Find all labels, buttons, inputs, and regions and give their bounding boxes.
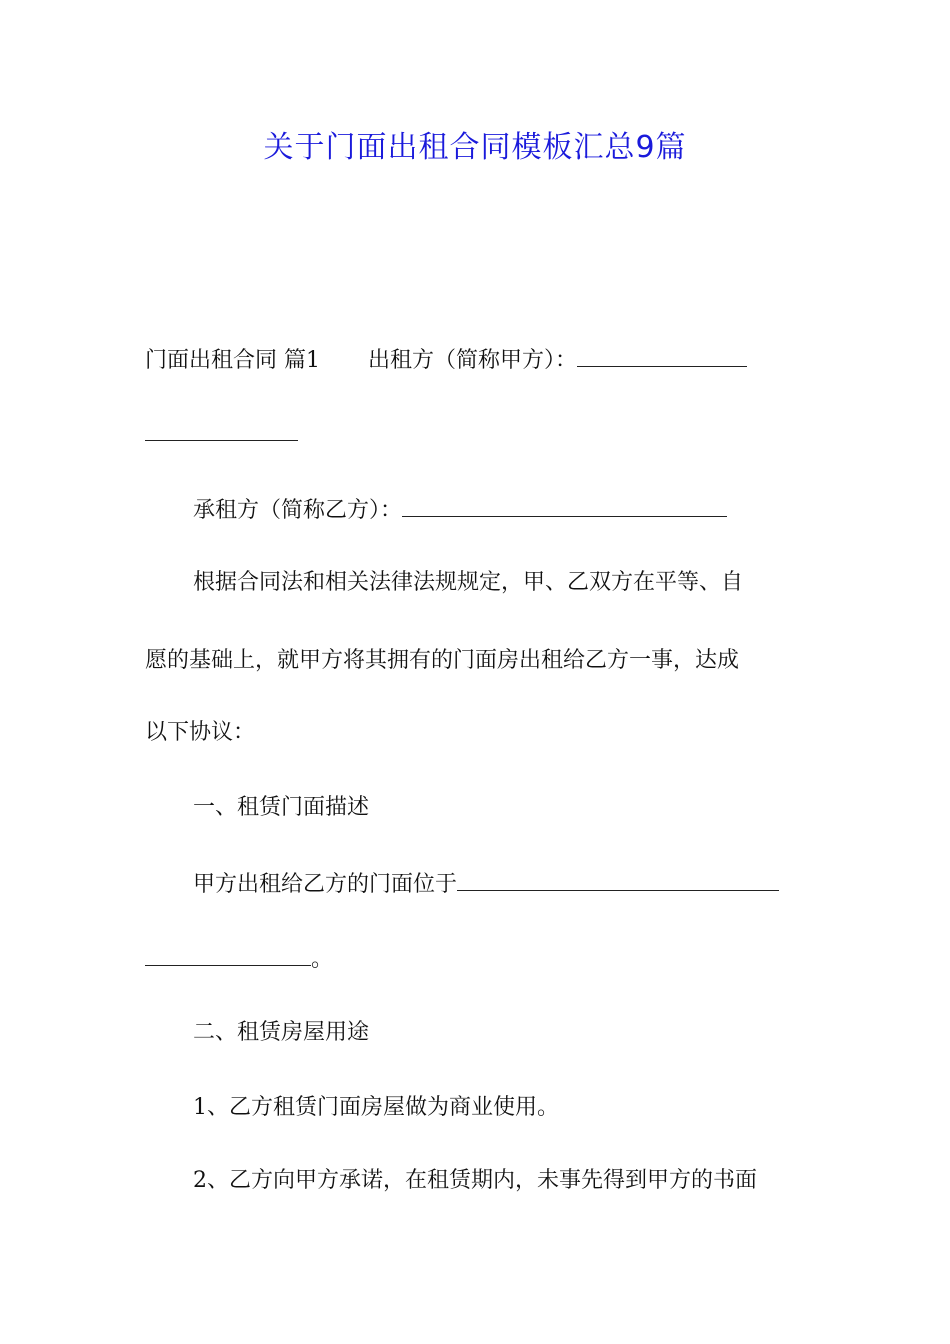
- location-blank: [457, 868, 779, 891]
- lessor-blank-cont: [145, 418, 298, 441]
- lessee-label: 承租方（简称乙方）：: [193, 498, 403, 523]
- location-blank-continuation: [145, 943, 810, 975]
- clause-line: 1、乙方租赁门面房屋做为商业使用。: [193, 1095, 559, 1120]
- location-end-mark: 。: [311, 947, 334, 972]
- location-blank-cont: [145, 943, 311, 966]
- page-title: 关于门面出租合同模板汇总9篇: [263, 130, 687, 165]
- contract-heading: 门面出租合同 篇1: [145, 348, 320, 373]
- location-label: 甲方出租给乙方的门面位于: [193, 872, 458, 897]
- contract-header-line: [145, 344, 810, 376]
- lessor-label: 出租方（简称甲方）：: [368, 348, 578, 373]
- section-heading: 二、租赁房屋用途: [193, 1020, 370, 1045]
- lessee-line: [193, 494, 858, 526]
- location-line: [193, 868, 858, 900]
- lessor-blank-continuation: [145, 418, 810, 450]
- paragraph-line: 愿的基础上，就甲方将其拥有的门面房出租给乙方一事，达成: [145, 648, 740, 673]
- paragraph-line: 根据合同法和相关法律法规规定，甲、乙双方在平等、自: [193, 570, 744, 595]
- section-heading: 一、租赁门面描述: [193, 795, 370, 820]
- lessor-blank: [577, 344, 747, 367]
- paragraph-line: 以下协议：: [145, 720, 256, 745]
- lessee-blank: [402, 494, 727, 517]
- clause-line: 2、乙方向甲方承诺，在租赁期内，未事先得到甲方的书面: [193, 1168, 757, 1193]
